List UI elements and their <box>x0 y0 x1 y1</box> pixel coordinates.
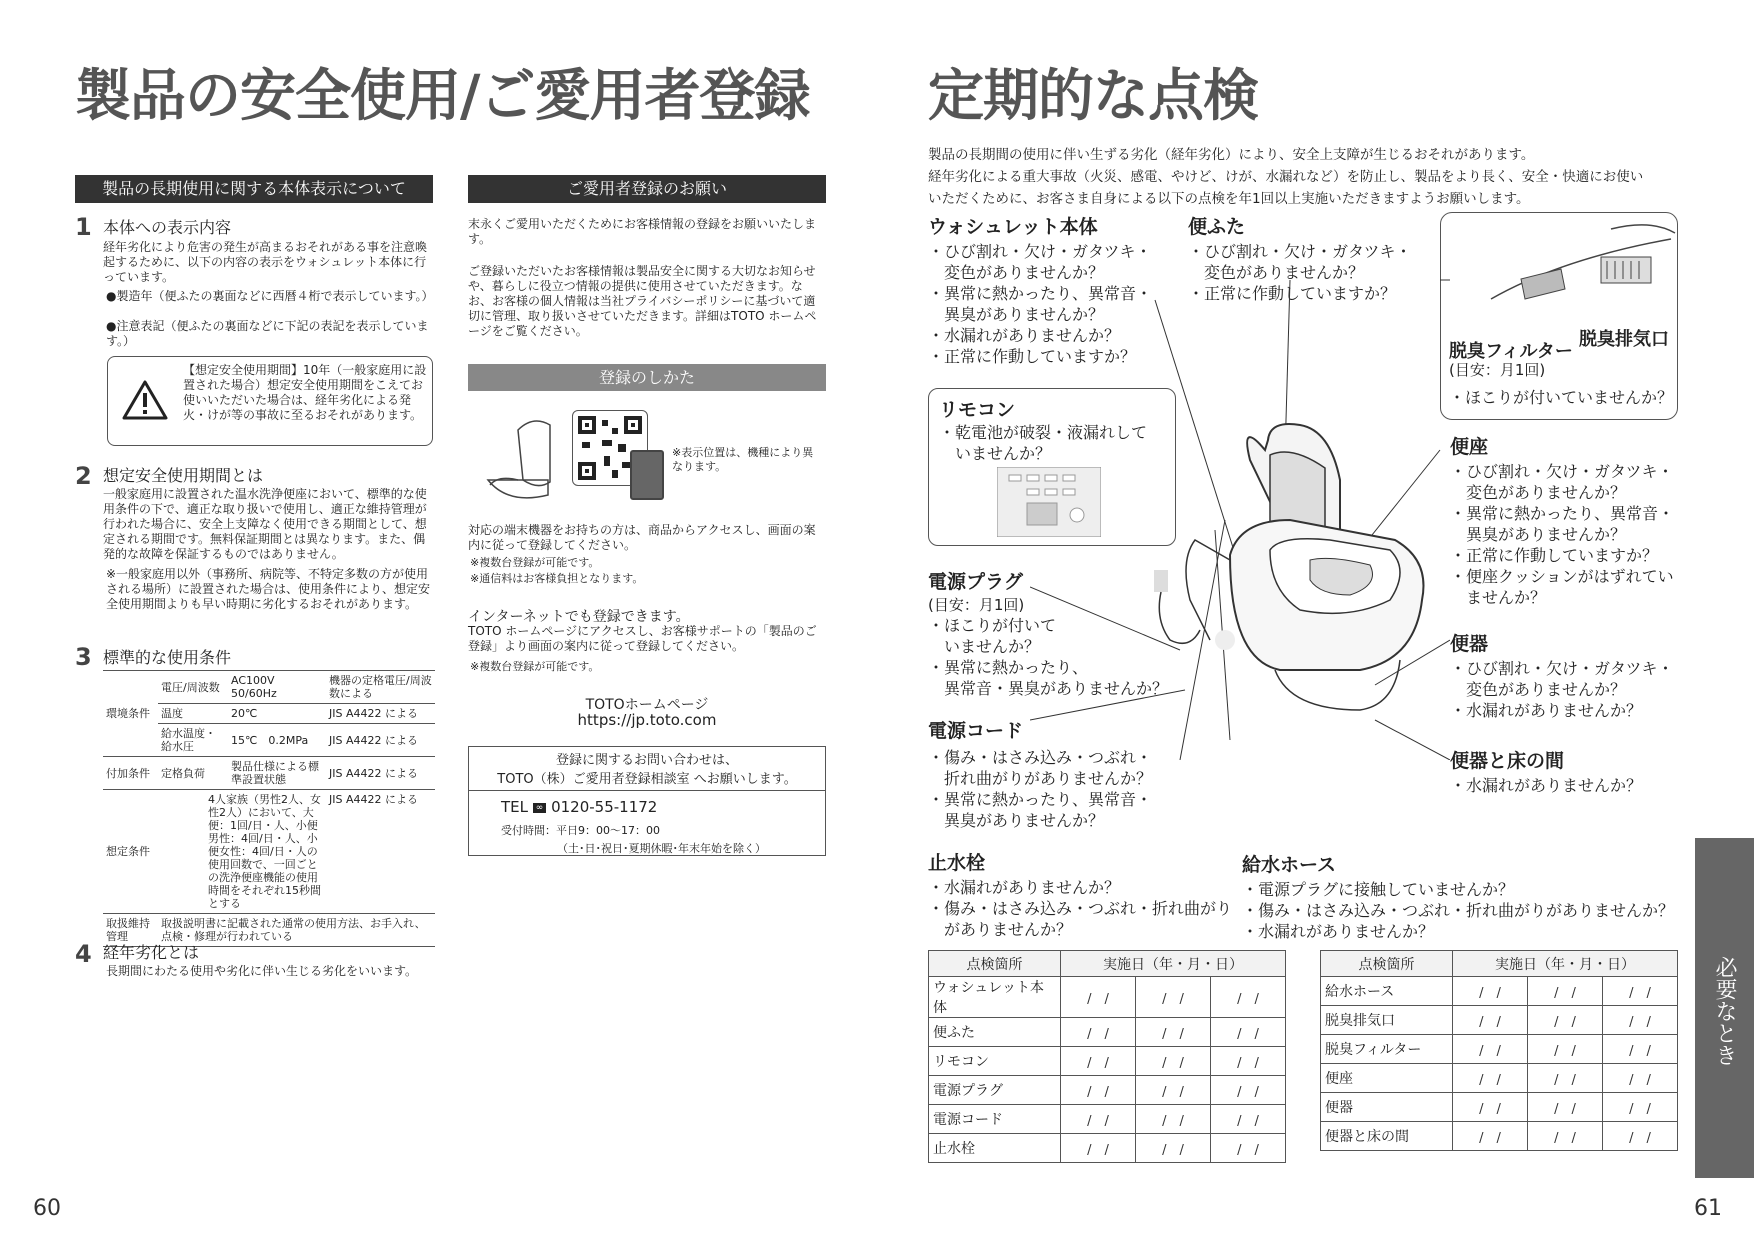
side-tab[interactable] <box>1695 838 1754 1178</box>
date-cell[interactable]: / / <box>1528 1064 1603 1093</box>
check-item: ・電源プラグに接触していませんか？ <box>1242 880 1515 899</box>
inspection-intro <box>928 144 1688 210</box>
check-item: ・異常に熱かったり、異常音・ <box>928 790 1153 809</box>
long-term-use-header: 製品の長期使用に関する本体表示について <box>75 175 433 203</box>
page-number-right: 61 <box>1694 1196 1722 1221</box>
plug-heading: 電源プラグ <box>928 571 1024 593</box>
fee-note: ※通信料はお客様負担となります。 <box>470 572 644 585</box>
check-item: ・ひび割れ・欠け・ガタツキ・ <box>928 242 1152 261</box>
spec-cell: 温度 <box>158 704 228 724</box>
date-cell[interactable]: / / <box>1211 1076 1286 1105</box>
seat-heading: 便座 <box>1450 436 1489 458</box>
check-item: ・ひび割れ・欠け・ガタツキ・ <box>1188 242 1412 261</box>
check-item: いませんか？ <box>939 444 1052 463</box>
page-number-left: 60 <box>33 1196 61 1221</box>
spec-cell: 付加条件 <box>103 757 158 790</box>
check-item: ・水漏れがありませんか？ <box>1242 922 1435 941</box>
check-place: 脱臭フィルター <box>1321 1035 1453 1064</box>
filter-heading: 脱臭フィルター <box>1449 341 1573 362</box>
valve-group <box>928 848 1232 940</box>
spec-cell: 電圧/周波数 <box>158 671 228 704</box>
plug-frequency: (目安：月1回) <box>928 596 1025 614</box>
multi-unit-note: ※複数台登録が可能です。 <box>470 556 600 569</box>
spec-cell: 取扱維持管理 <box>103 914 158 947</box>
item-number-1: 1 <box>75 213 92 241</box>
check-place: 給水ホース <box>1321 977 1453 1006</box>
date-cell[interactable]: / / <box>1528 977 1603 1006</box>
date-cell[interactable]: / / <box>1453 1006 1528 1035</box>
spec-cell: JIS A4422 による <box>326 757 435 790</box>
warning-text: 【想定安全使用期間】10年（一般家庭用に設置された場合）想定安全使用期間をこえてお使いいただいた場合は、経年劣化による発火・けが等の事故に至るおそれがあります。 <box>183 363 427 422</box>
spec-cell: AC100V 50/60Hz <box>228 671 326 704</box>
contact-box <box>468 746 826 856</box>
check-item: 変色がありませんか？ <box>928 263 1105 282</box>
check-item: ・ほこりが付いていませんか？ <box>1449 388 1674 407</box>
table-row <box>929 1047 1286 1076</box>
check-place: 便ふた <box>929 1018 1061 1047</box>
spec-cell: JIS A4422 による <box>326 790 435 914</box>
check-item: 異常音・異臭がありませんか？ <box>928 679 1169 698</box>
filter-box <box>1440 212 1678 420</box>
hose-heading: 給水ホース <box>1242 854 1337 876</box>
item-number-2: 2 <box>75 462 92 490</box>
usage-conditions-table <box>103 670 435 947</box>
floor-heading: 便器と床の間 <box>1450 750 1565 772</box>
check-place: 便器と床の間 <box>1321 1122 1453 1151</box>
item-heading-3: 標準的な使用条件 <box>103 648 232 667</box>
check-item: ・便座クッションがはずれてい <box>1450 567 1674 586</box>
check-place: 脱臭排気口 <box>1321 1006 1453 1035</box>
contact-line-1: 登録に関するお問い合わせは、 <box>555 753 738 768</box>
bowl-group <box>1450 629 1674 721</box>
check-item: ・ひび割れ・欠け・ガタツキ・ <box>1450 462 1674 481</box>
table-header: 点検箇所 <box>929 951 1061 977</box>
check-item: 変色がありませんか？ <box>1188 263 1365 282</box>
spec-cell: 機器の定格電圧/周波数による <box>326 671 435 704</box>
intro-line: いただくために、お客さま自身による以下の点検を年1回以上実施いただきますようお願いします。 <box>928 191 1530 207</box>
spec-cell: JIS A4422 による <box>326 724 435 757</box>
item-number-3: 3 <box>75 643 92 671</box>
item-heading-4: 経年劣化とは <box>103 943 200 962</box>
date-cell[interactable]: / / <box>1603 1035 1678 1064</box>
date-cell[interactable]: / / <box>1603 1122 1678 1151</box>
position-note: ※表示位置は、機種により異なります。 <box>672 446 814 473</box>
table-header: 実施日（年・月・日） <box>1453 951 1678 977</box>
filter-frequency: (目安：月1回) <box>1449 361 1546 379</box>
date-cell[interactable]: / / <box>1603 1064 1678 1093</box>
check-table-right <box>1320 950 1678 1151</box>
registration-device-text: 対応の端末機器をお持ちの方は、商品からアクセスし、画面の案内に従って登録してください。 <box>468 523 816 552</box>
check-item: ・傷み・はさみ込み・つぶれ・ <box>928 748 1153 767</box>
check-item: ・傷み・はさみ込み・つぶれ・折れ曲がり <box>928 899 1233 918</box>
spec-cell: 製品仕様による標準設置状態 <box>228 757 326 790</box>
item-body-2: 一般家庭用に設置された温水洗浄便座において、標準的な使用条件の下で、適正な取り扱いで使用し、適正な維持管理が行われた場合に、安全上支障なく使用できる期間として、想定される期間です。無料保証期間とは異なります。また、偶発的な故障を保証するものではありません。 <box>103 487 427 561</box>
date-cell[interactable]: / / <box>1211 1134 1286 1163</box>
tel-label: TEL <box>501 798 528 816</box>
check-item: 異臭がありませんか？ <box>928 811 1105 830</box>
check-item: 変色がありませんか？ <box>1450 680 1627 699</box>
check-item: ・乾電池が破裂・液漏れして <box>939 423 1148 442</box>
item-heading-1: 本体への表示内容 <box>103 218 232 237</box>
check-item: 変色がありませんか？ <box>1450 483 1627 502</box>
check-item: ・ほこりが付いて <box>928 616 1057 635</box>
date-cell[interactable]: / / <box>1061 1076 1136 1105</box>
spec-cell: 4人家族（男性2人、女性2人）において、大便：1回/日・人、小便男性：4回/日・人、小便女性：4回/日・人の使用回数で、一回ごとの洗浄便座機能の使用時間をそれぞれ15秒間とする <box>158 790 326 914</box>
check-place: ウォシュレット本体 <box>929 977 1061 1018</box>
date-cell[interactable]: / / <box>1603 977 1678 1006</box>
spec-cell: 想定条件 <box>103 790 158 914</box>
spec-cell: 20℃ <box>228 704 326 724</box>
warning-icon <box>122 379 168 421</box>
hours-exclusion: （土･日･祝日･夏期休暇･年末年始を除く） <box>557 842 766 855</box>
check-place: 便座 <box>1321 1064 1453 1093</box>
homepage-label: TOTOホームページ <box>585 697 709 713</box>
item-note-2: ※一般家庭用以外（事務所、病院等、不特定多数の方が使用される場所）に設置された場合は、使用条件により、想定安全使用期間よりも早い時期に劣化するおそれがあります。 <box>106 567 431 611</box>
registration-header: ご愛用者登録のお願い <box>468 175 826 203</box>
table-header: 点検箇所 <box>1321 951 1453 977</box>
how-to-register-header: 登録のしかた <box>468 364 826 391</box>
date-cell[interactable]: / / <box>1061 977 1136 1018</box>
item-body-4: 長期間にわたる使用や劣化に伴い生じる劣化をいいます。 <box>106 964 418 978</box>
check-item: ・ひび割れ・欠け・ガタツキ・ <box>1450 659 1674 678</box>
date-cell[interactable]: / / <box>1136 1105 1211 1134</box>
date-cell[interactable]: / / <box>1136 1134 1211 1163</box>
check-item: ・正常に作動していますか？ <box>1450 546 1659 565</box>
side-tab-label: 必要なとき <box>1712 956 1737 1066</box>
hours-text: 受付時間：平日9：00～17：00 <box>501 824 660 837</box>
warning-box <box>107 356 433 446</box>
check-item: いませんか？ <box>928 637 1041 656</box>
table-row <box>1321 977 1678 1006</box>
check-item: 異臭がありませんか？ <box>1450 525 1627 544</box>
date-cell[interactable]: / / <box>1528 1093 1603 1122</box>
date-cell[interactable]: / / <box>1211 1105 1286 1134</box>
contact-line-2: TOTO（株）ご愛用者登録相談室 へお願いします。 <box>469 768 825 791</box>
bullet-1: ●製造年（便ふたの裏面などに西暦４桁で表示しています。） <box>106 289 434 303</box>
date-cell[interactable]: / / <box>1453 1122 1528 1151</box>
spec-cell: 定格負荷 <box>158 757 228 790</box>
spec-cell: 取扱説明書に記載された通常の使用方法、お手入れ、点検・修理が行われている <box>158 914 435 947</box>
date-cell[interactable]: / / <box>1603 1093 1678 1122</box>
date-cell[interactable]: / / <box>1528 1122 1603 1151</box>
date-cell[interactable]: / / <box>1453 1064 1528 1093</box>
item-number-4: 4 <box>75 940 92 968</box>
left-page-title: 製品の安全使用/ご愛用者登録 <box>75 64 810 129</box>
check-item: ・水漏れがありませんか？ <box>928 326 1121 345</box>
check-item: がありませんか？ <box>928 920 1073 939</box>
check-item: ・水漏れがありませんか？ <box>928 878 1121 897</box>
cord-heading: 電源コード <box>928 720 1024 742</box>
multi-unit-note-2: ※複数台登録が可能です。 <box>470 660 600 673</box>
check-table-left <box>928 950 1286 1163</box>
valve-heading: 止水栓 <box>928 852 986 874</box>
seat-group <box>1450 432 1674 608</box>
date-cell[interactable]: / / <box>1061 1047 1136 1076</box>
smartphone-icon <box>630 450 664 500</box>
washlet-heading: ウォシュレット本体 <box>928 216 1098 238</box>
check-item: ・異常に熱かったり、異常音・ <box>1450 504 1675 523</box>
check-place: 止水栓 <box>929 1134 1061 1163</box>
table-row <box>1321 1006 1678 1035</box>
toilet-illustration <box>1030 240 1450 760</box>
check-item: ませんか？ <box>1450 588 1547 607</box>
check-item: ・正常に作動していますか？ <box>1188 284 1397 303</box>
date-cell[interactable]: / / <box>1061 1134 1136 1163</box>
table-row <box>929 1018 1286 1047</box>
table-row <box>1321 1035 1678 1064</box>
spec-cell: JIS A4422 による <box>326 704 435 724</box>
table-row <box>1321 1064 1678 1093</box>
hose-group <box>1242 850 1674 942</box>
check-item: 折れ曲がりがありませんか？ <box>928 769 1153 788</box>
check-item: ・傷み・はさみ込み・つぶれ・折れ曲がりがありませんか？ <box>1242 901 1675 920</box>
right-page-title: 定期的な点検 <box>928 64 1258 129</box>
freedial-icon: ∞ <box>533 803 547 813</box>
registration-intro: 末永くご愛用いただくためにお客様情報の登録をお願いいたします。 <box>468 217 817 246</box>
date-cell[interactable]: / / <box>1603 1006 1678 1035</box>
spec-cell: 環境条件 <box>103 671 158 757</box>
table-row <box>929 1076 1286 1105</box>
date-cell[interactable]: / / <box>1453 1035 1528 1064</box>
deodorizer-illustration <box>1481 219 1677 309</box>
table-header: 実施日（年・月・日） <box>1061 951 1286 977</box>
date-cell[interactable]: / / <box>1061 1018 1136 1047</box>
item-body-1: 経年劣化により危害の発生が高まるおそれがある事を注意喚起するために、以下の内容の表示をウォシュレット本体に行っています。 <box>103 240 428 284</box>
table-row <box>929 1134 1286 1163</box>
date-cell[interactable]: / / <box>1136 1018 1211 1047</box>
date-cell[interactable]: / / <box>1528 1035 1603 1064</box>
check-item: ・異常に熱かったり、異常音・ <box>928 284 1153 303</box>
table-row <box>1321 1093 1678 1122</box>
lid-heading: 便ふた <box>1188 216 1246 238</box>
table-row <box>929 1105 1286 1134</box>
check-item: 異臭がありませんか？ <box>928 305 1105 324</box>
bowl-heading: 便器 <box>1450 633 1489 655</box>
date-cell[interactable]: / / <box>1061 1105 1136 1134</box>
date-cell[interactable]: / / <box>1136 1047 1211 1076</box>
internet-heading: インターネットでも登録できます。 <box>468 609 690 625</box>
check-item: ・正常に作動していますか？ <box>928 347 1137 366</box>
date-cell[interactable]: / / <box>1211 1018 1286 1047</box>
date-cell[interactable]: / / <box>1136 1076 1211 1105</box>
homepage-url[interactable]: https://jp.toto.com <box>577 711 717 729</box>
intro-line: 経年劣化による重大事故（火災、感電、やけど、けが、水漏れなど）を防止し、製品をより長く、安全・快適にお使い <box>928 169 1644 185</box>
check-item: ・水漏れがありませんか？ <box>1450 776 1643 795</box>
table-row <box>929 977 1286 1018</box>
intro-line: 製品の長期間の使用に伴い生ずる劣化（経年劣化）により、安全上支障が生じるおそれがあります。 <box>928 147 1535 163</box>
date-cell[interactable]: / / <box>1528 1006 1603 1035</box>
date-cell[interactable]: / / <box>1453 977 1528 1006</box>
remote-heading: リモコン <box>939 399 1016 421</box>
date-cell[interactable]: / / <box>1453 1093 1528 1122</box>
check-place: 電源コード <box>929 1105 1061 1134</box>
spec-cell: 15℃ 0.2MPa <box>228 724 326 757</box>
check-item: ・異常に熱かったり、 <box>928 658 1089 677</box>
check-place: 便器 <box>1321 1093 1453 1122</box>
check-place: 電源プラグ <box>929 1076 1061 1105</box>
date-cell[interactable]: / / <box>1211 1047 1286 1076</box>
tel-number[interactable]: 0120-55-1172 <box>551 798 658 816</box>
spec-cell: 給水温度・給水圧 <box>158 724 228 757</box>
item-heading-2: 想定安全使用期間とは <box>103 466 264 485</box>
check-place: リモコン <box>929 1047 1061 1076</box>
date-cell[interactable]: / / <box>1136 977 1211 1018</box>
floor-group <box>1450 746 1642 796</box>
internet-text: TOTO ホームページにアクセスし、お客様サポートの「製品のご登録」より画面の案内に従って登録してください。 <box>468 624 817 653</box>
check-item: ・水漏れがありませんか？ <box>1450 701 1643 720</box>
exhaust-heading: 脱臭排気口 <box>1579 329 1669 350</box>
bullet-2: ●注意表記（便ふたの裏面などに下記の表記を表示しています。） <box>106 319 429 348</box>
date-cell[interactable]: / / <box>1211 977 1286 1018</box>
table-row <box>1321 1122 1678 1151</box>
registration-privacy: ご登録いただいたお客様情報は製品安全に関する大切なお知らせや、暮らしに役立つ情報の提供に使用させていただきます。なお、お客様の個人情報は当社プライバシーポリシーに基づいて適切に管理、取り扱いさせていただきます。詳細はTOTO ホームページをご覧ください。 <box>468 264 817 338</box>
